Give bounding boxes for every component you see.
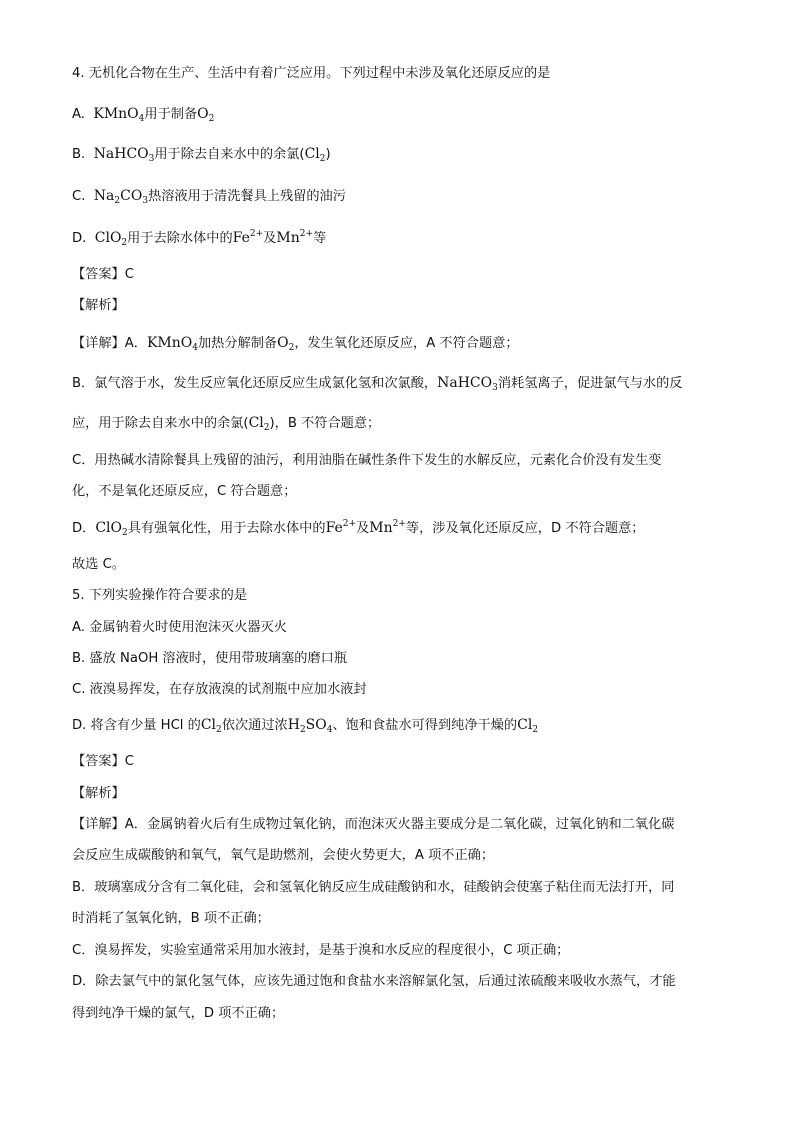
q4-detail-a: 【详解】A．KMnO$_4$加热分解制备$O_2$，发生氧化还原反应，A 不符合题意； bbox=[72, 335, 519, 353]
q4-detail-c-line2: 化，不是氧化还原反应，C 符合题意； bbox=[72, 484, 297, 499]
q5-analysis-label: 【解析】 bbox=[72, 786, 125, 801]
q4-analysis-label: 【解析】 bbox=[72, 298, 125, 313]
q5-detail-b-line1: B．玻璃塞成分含有二氧化硅，会和氢氧化钠反应生成硅酸钠和水，硅酸钠会使塞子粘住而无法打开，同 bbox=[72, 880, 675, 895]
q4-detail-b-line1: B．氯气溶于水，发生反应氧化还原反应生成氯化氢和次氯酸，NaHCO$_3$消耗氢离子，促进氯气与水的反 bbox=[72, 375, 683, 393]
formula: NaHCO$_3$ bbox=[437, 375, 498, 393]
formula: ClO$_2$ bbox=[94, 230, 128, 248]
q5-option-a: A. 金属钠着火时使用泡沫灭火器灭火 bbox=[72, 620, 287, 635]
q5-answer: 【答案】C bbox=[72, 754, 134, 769]
formula: $Fe^{2+}$ bbox=[325, 519, 357, 536]
q5-detail-a-line1: 【详解】A．金属钠着火后有生成物过氧化钠，而泡沫灭火器主要成分是二氧化碳，过氧化钠和二氧化碳 bbox=[72, 817, 675, 832]
formula: KMnO$_4$ bbox=[146, 335, 198, 353]
formula: NaHCO$_3$ bbox=[93, 146, 155, 164]
q4-conclusion: 故选 C。 bbox=[72, 557, 125, 572]
q5-option-c: C. 液溴易挥发，在存放液溴的试剂瓶中应加水液封 bbox=[72, 682, 367, 697]
q4-detail-c-line1: C．用热碱水清除餐具上残留的油污，利用油脂在碱性条件下发生的水解反应，元素化合价没有发生变 bbox=[72, 453, 662, 468]
formula: $Na_2CO_3$ bbox=[93, 188, 149, 206]
q5-detail-b-line2: 时消耗了氢氧化钠，B 项不正确； bbox=[72, 911, 270, 926]
q4-option-d: D. ClO$_2$用于去除水体中的$Fe^{2+}$及$Mn^{2+}$等 bbox=[72, 229, 327, 248]
formula: $Mn^{2+}$ bbox=[369, 519, 406, 536]
q5-option-d: D. 将含有少量 HCl 的$Cl_2$依次通过浓$H_2SO_4$、饱和食盐水可得到纯净干燥的$Cl_2$ bbox=[72, 717, 539, 735]
q4-option-b: B. NaHCO$_3$用于除去自来水中的余氯$(Cl_2)$ bbox=[72, 146, 331, 164]
formula: $Fe^{2+}$ bbox=[232, 229, 264, 246]
q4-stem: 4. 无机化合物在生产、生活中有着广泛应用。下列过程中未涉及氧化还原反应的是 bbox=[72, 66, 551, 81]
formula: $Cl_2$ bbox=[517, 717, 539, 735]
formula: $Mn^{2+}$ bbox=[276, 229, 313, 246]
q4-option-a: A. KMnO$_4$用于制备$O_2$ bbox=[72, 106, 215, 124]
formula: $Cl_2$ bbox=[248, 415, 270, 433]
q4-detail-b-line2: 应，用于除去自来水中的余氯$(Cl_2)$，B 不符合题意； bbox=[72, 415, 381, 433]
formula: $Cl_2$ bbox=[200, 717, 222, 735]
formula: $H_2SO_4$ bbox=[287, 717, 333, 735]
q5-detail-d-line1: D．除去氯气中的氯化氢气体，应该先通过饱和食盐水来溶解氯化氢，后通过浓硫酸来吸收水蒸气，才能 bbox=[72, 974, 676, 989]
q5-detail-c: C．溴易挥发，实验室通常采用加水液封，是基于溴和水反应的程度很小，C 项正确； bbox=[72, 943, 570, 958]
q4-detail-d: D．ClO$_2$具有强氧化性，用于去除水体中的$Fe^{2+}$及$Mn^{2+}$等，涉及氧化还原反应，D 不符合题意； bbox=[72, 519, 645, 538]
q4-option-c: C. $Na_2CO_3$热溶液用于清洗餐具上残留的油污 bbox=[72, 188, 346, 206]
q5-detail-d-line2: 得到纯净干燥的氯气，D 项不正确； bbox=[72, 1006, 285, 1021]
formula: $O_2$ bbox=[277, 335, 295, 353]
formula: ClO$_2$ bbox=[95, 520, 128, 538]
formula: $O_2$ bbox=[197, 106, 215, 124]
q5-detail-a-line2: 会反应生成碳酸钠和氧气，氧气是助燃剂，会使火势更大，A 项不正确； bbox=[72, 848, 495, 863]
formula: $Cl_2$ bbox=[304, 146, 326, 164]
formula: KMnO$_4$ bbox=[93, 106, 145, 124]
q5-stem: 5. 下列实验操作符合要求的是 bbox=[72, 588, 248, 603]
option-label: A. bbox=[72, 107, 85, 122]
q4-answer: 【答案】C bbox=[72, 267, 134, 282]
q5-option-b: B. 盛放 NaOH 溶液时，使用带玻璃塞的磨口瓶 bbox=[72, 651, 348, 666]
